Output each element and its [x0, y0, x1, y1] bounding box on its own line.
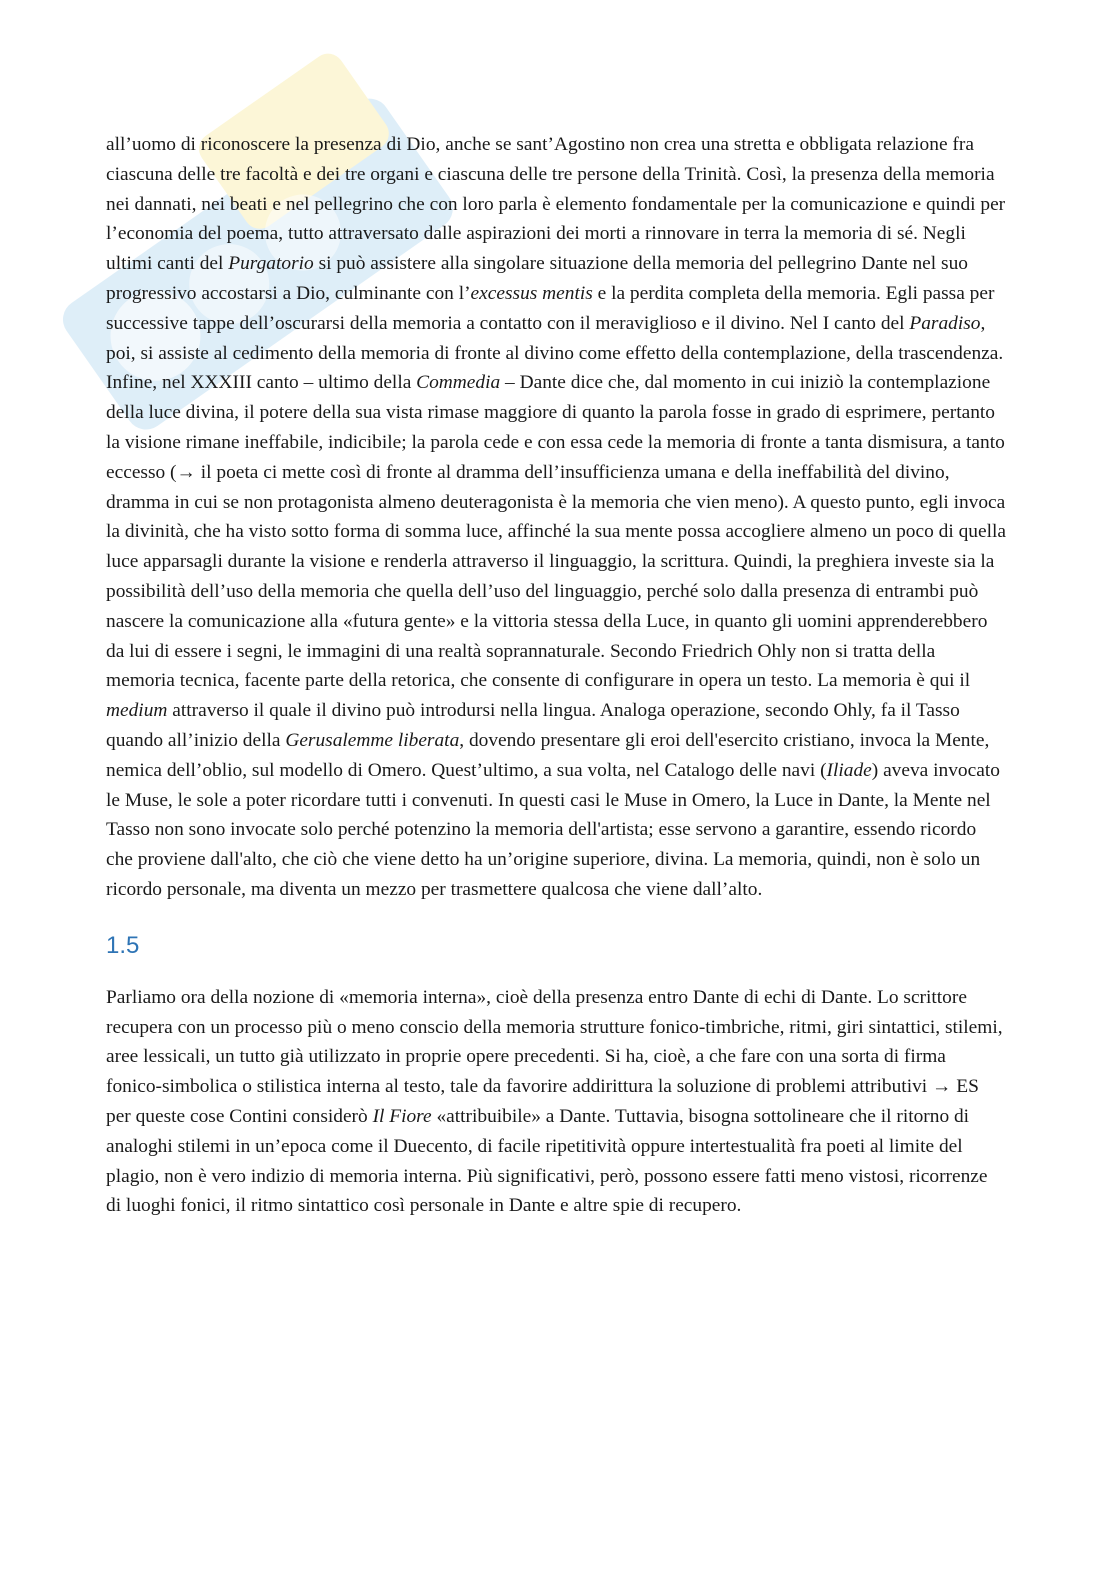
italic-run: Iliade — [826, 759, 872, 781]
italic-run: Purgatorio — [228, 253, 314, 275]
italic-run: excessus mentis — [470, 282, 593, 304]
text-run: e la perdita completa della memoria. Egli passa per successive tappe dell’oscurarsi della memoria a contatto con il meraviglioso e il divino. Nel I canto del — [106, 282, 995, 334]
italic-run: medium — [106, 700, 168, 722]
italic-run: Commedia — [416, 372, 501, 394]
italic-run: Paradiso — [909, 312, 981, 334]
section-heading: 1.5 — [106, 931, 140, 959]
body-paragraph — [106, 130, 1006, 905]
italic-run: Il Fiore — [372, 1105, 432, 1127]
body-paragraph — [106, 983, 1006, 1221]
document-body — [106, 130, 1006, 1221]
text-run: all’uomo di riconoscere la presenza di Dio, anche se sant’Agostino non crea una stretta e obbligata relazione fra ciascuna delle tre facoltà e dei tre organi e ciascuna delle tre persone della Trinità. Così, la presenza della memoria nei dannati, nei beati e nel pellegrino che con loro parla è elemento fondamentale per la comunicazione e quindi per l’economia del poema, tutto attraversato dalle aspirazioni dei morti a rinnovare in terra la memoria di sé. Negli ultimi canti del — [106, 134, 1006, 275]
italic-run: Gerusalemme liberata — [285, 729, 460, 751]
text-run: attraverso il quale il divino può introdursi nella lingua. Analoga operazione, secondo Ohly, fa il Tasso quando all’inizio della — [106, 700, 960, 751]
text-run: si può assistere alla singolare situazione della memoria del pellegrino Dante nel suo progressivo accostarsi a Dio, culminante con l’ — [106, 253, 968, 304]
text-run: ) aveva invocato le Muse, le sole a poter ricordare tutti i convenuti. In questi casi le Muse in Omero, la Luce in Dante, la Mente nel Tasso non sono invocate solo perché potenzino la memoria dell'artista; esse servono a garantire, essendo ricordo che proviene dall'alto, che ciò che viene detto ha un’origine superiore, divina. La memoria, quindi, non è solo un ricordo personale, ma diventa un mezzo per trasmettere qualcosa che viene dall’alto. — [106, 759, 1000, 900]
text-run: , dovendo presentare gli eroi dell'esercito cristiano, invoca la Mente, nemica dell’oblio, sul modello di Omero. Quest’ultimo, a sua volta, nel Catalogo delle navi ( — [106, 729, 990, 781]
text-run: «attribuibile» a Dante. Tuttavia, bisogna sottolineare che il ritorno di analoghi stilemi in un’epoca come il Duecento, di facile ripetitività oppure intertestualità fra poeti al limite del plagio, non è vero indizio di memoria interna. Più significativi, però, possono essere fatti meno vistosi, ricorrenze di luoghi fonici, il ritmo sintattico così personale in Dante e altre spie di recupero. — [106, 1105, 988, 1217]
text-run: – Dante dice che, dal momento in cui iniziò la contemplazione della luce divina, il potere della sua vista rimase maggiore di quanto la parola fosse in grado di esprimere, pertanto la visione rimane ineffabile, indicibile; la parola cede e con essa cede la memoria di fronte a tanta dismisura, a tanto eccesso (→ il poeta ci mette così di fronte al dramma dell’insufficienza umana e della ineffabilità del divino, dramma in cui se non protagonista almeno deuteragonista è la memoria che vien meno). A questo punto, egli invoca la divinità, che ha visto sotto forma di somma luce, affinché la sua mente possa accogliere almeno un poco di quella luce apparsagli durante la visione e renderla attraverso il linguaggio, la scrittura. Quindi, la preghiera investe sia la possibilità dell’uso della memoria che quella dell’uso del linguaggio, perché solo dalla presenza di entrambi può nascere la comunicazione alla «futura gente» e la vittoria stessa della Luce, in quanto gli uomini apprenderebbero da lui di essere i segni, le immagini di una realtà soprannaturale. Secondo Friedrich Ohly non si tratta della memoria tecnica, facente parte della retorica, che consente di configurare in opera un testo. La memoria è qui il — [106, 372, 1006, 692]
text-run: Parliamo ora della nozione di «memoria interna», cioè della presenza entro Dante di echi di Dante. Lo scrittore recupera con un processo più o meno conscio della memoria strutture fonico-timbriche, ritmi, giri sintattici, stilemi, aree lessicali, un tutto già utilizzato in proprie opere precedenti. Si ha, cioè, a che fare con una sorta di firma fonico-simbolica o stilistica interna al testo, tale da favorire addirittura la soluzione di problemi attributivi → ES per queste cose Contini considerò — [106, 986, 1003, 1127]
text-run: , poi, si assiste al cedimento della memoria di fronte al divino come effetto della contemplazione, della trascendenza. Infine, nel XXXIII canto – ultimo della — [106, 312, 1004, 394]
